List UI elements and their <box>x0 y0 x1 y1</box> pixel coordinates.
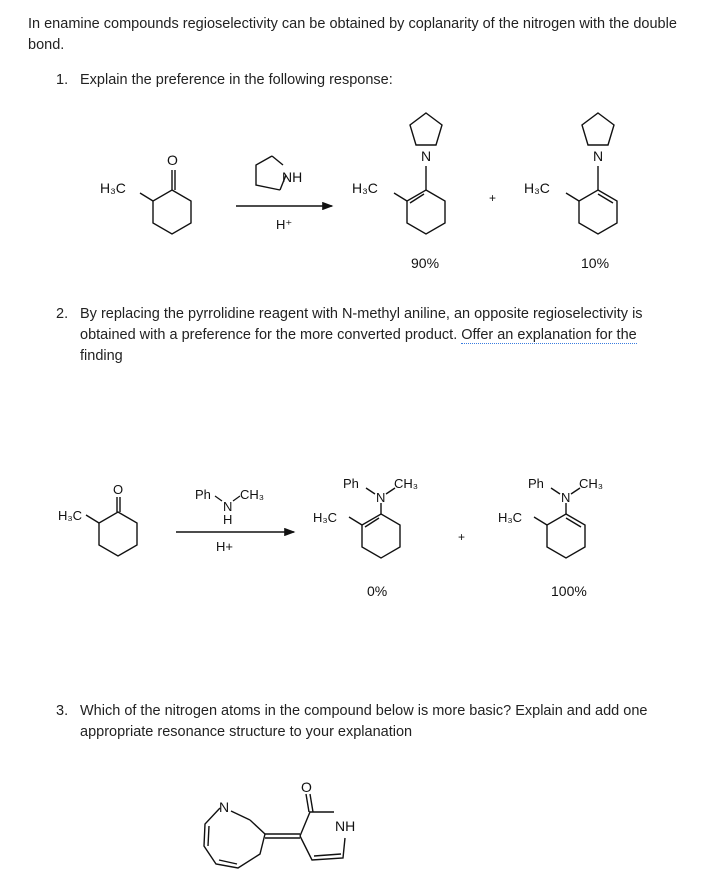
q2-product-b-nitrogen: N <box>561 490 571 505</box>
yield-q1-product-b: 10% <box>581 255 610 271</box>
q2-reactant-structure <box>86 497 137 556</box>
q2-product-a-methyl: H₃C <box>313 510 338 525</box>
question-2-text-end: finding <box>80 348 123 364</box>
q2-reactant-oxygen: O <box>113 482 124 497</box>
q2-product-a-ph: Ph <box>343 476 359 491</box>
q3-ring-nitrogen: N <box>219 799 230 815</box>
q1-product-b-structure <box>566 113 617 234</box>
q2-product-a-nitrogen: N <box>376 490 386 505</box>
q1-product-a-nitrogen: N <box>421 148 432 164</box>
q1-reagent-label: NH <box>282 169 303 185</box>
q3-carbonyl-oxygen: O <box>301 779 312 795</box>
q2-product-b-methyl: H₃C <box>498 510 523 525</box>
q1-reactant-structure <box>140 170 191 234</box>
question-3-number: 3. <box>56 703 69 719</box>
question-2-number: 2. <box>56 306 69 322</box>
q1-catalyst: H⁺ <box>276 217 293 232</box>
q2-reactant-methyl: H₃C <box>58 508 83 523</box>
q2-product-b-ph: Ph <box>528 476 544 491</box>
question-2-text-main: By replacing the pyrrolidine reagent with N-methyl aniline, an opposite regioselectivity is obtained with a preference for the more converted product. <box>80 306 643 343</box>
yield-q2-product-b: 100% <box>551 583 587 599</box>
question-3-text: Which of the nitrogen atoms in the compound below is more basic? Explain and add one appropriate resonance structure to your explanation <box>80 703 648 740</box>
q2-reagent-h: H <box>223 512 233 527</box>
q2-product-a-structure <box>349 488 400 558</box>
q1-product-a-methyl: H₃C <box>352 180 378 196</box>
q2-plus-sign: + <box>458 530 466 544</box>
q2-catalyst: H+ <box>216 539 233 554</box>
q2-reagent-ch3: CH₃ <box>240 487 265 502</box>
q2-product-b-ch3: CH₃ <box>579 476 604 491</box>
question-1-text: Explain the preference in the following response: <box>80 72 393 88</box>
q1-reactant-methyl: H₃C <box>100 180 126 196</box>
yield-q1-product-a: 90% <box>411 255 440 271</box>
yield-q2-product-a: 0% <box>367 583 388 599</box>
q1-product-a-structure <box>394 113 445 234</box>
question-2-highlighted-text: Offer an explanation for the <box>461 327 637 343</box>
question-1-number: 1. <box>56 72 69 88</box>
q1-product-b-nitrogen: N <box>593 148 604 164</box>
q1-product-b-methyl: H₃C <box>524 180 550 196</box>
q1-reactant-oxygen: O <box>167 152 178 168</box>
q2-reagent-ph: Ph <box>195 487 211 502</box>
q2-product-a-ch3: CH₃ <box>394 476 419 491</box>
intro-text: In enamine compounds regioselectivity can be obtained by coplanarity of the nitrogen with the double bond. <box>28 16 677 53</box>
q1-plus-sign: + <box>489 191 497 205</box>
q3-nh-group: NH <box>335 818 356 834</box>
q2-reagent-n: N <box>223 499 233 514</box>
q2-product-b-structure <box>534 488 585 558</box>
